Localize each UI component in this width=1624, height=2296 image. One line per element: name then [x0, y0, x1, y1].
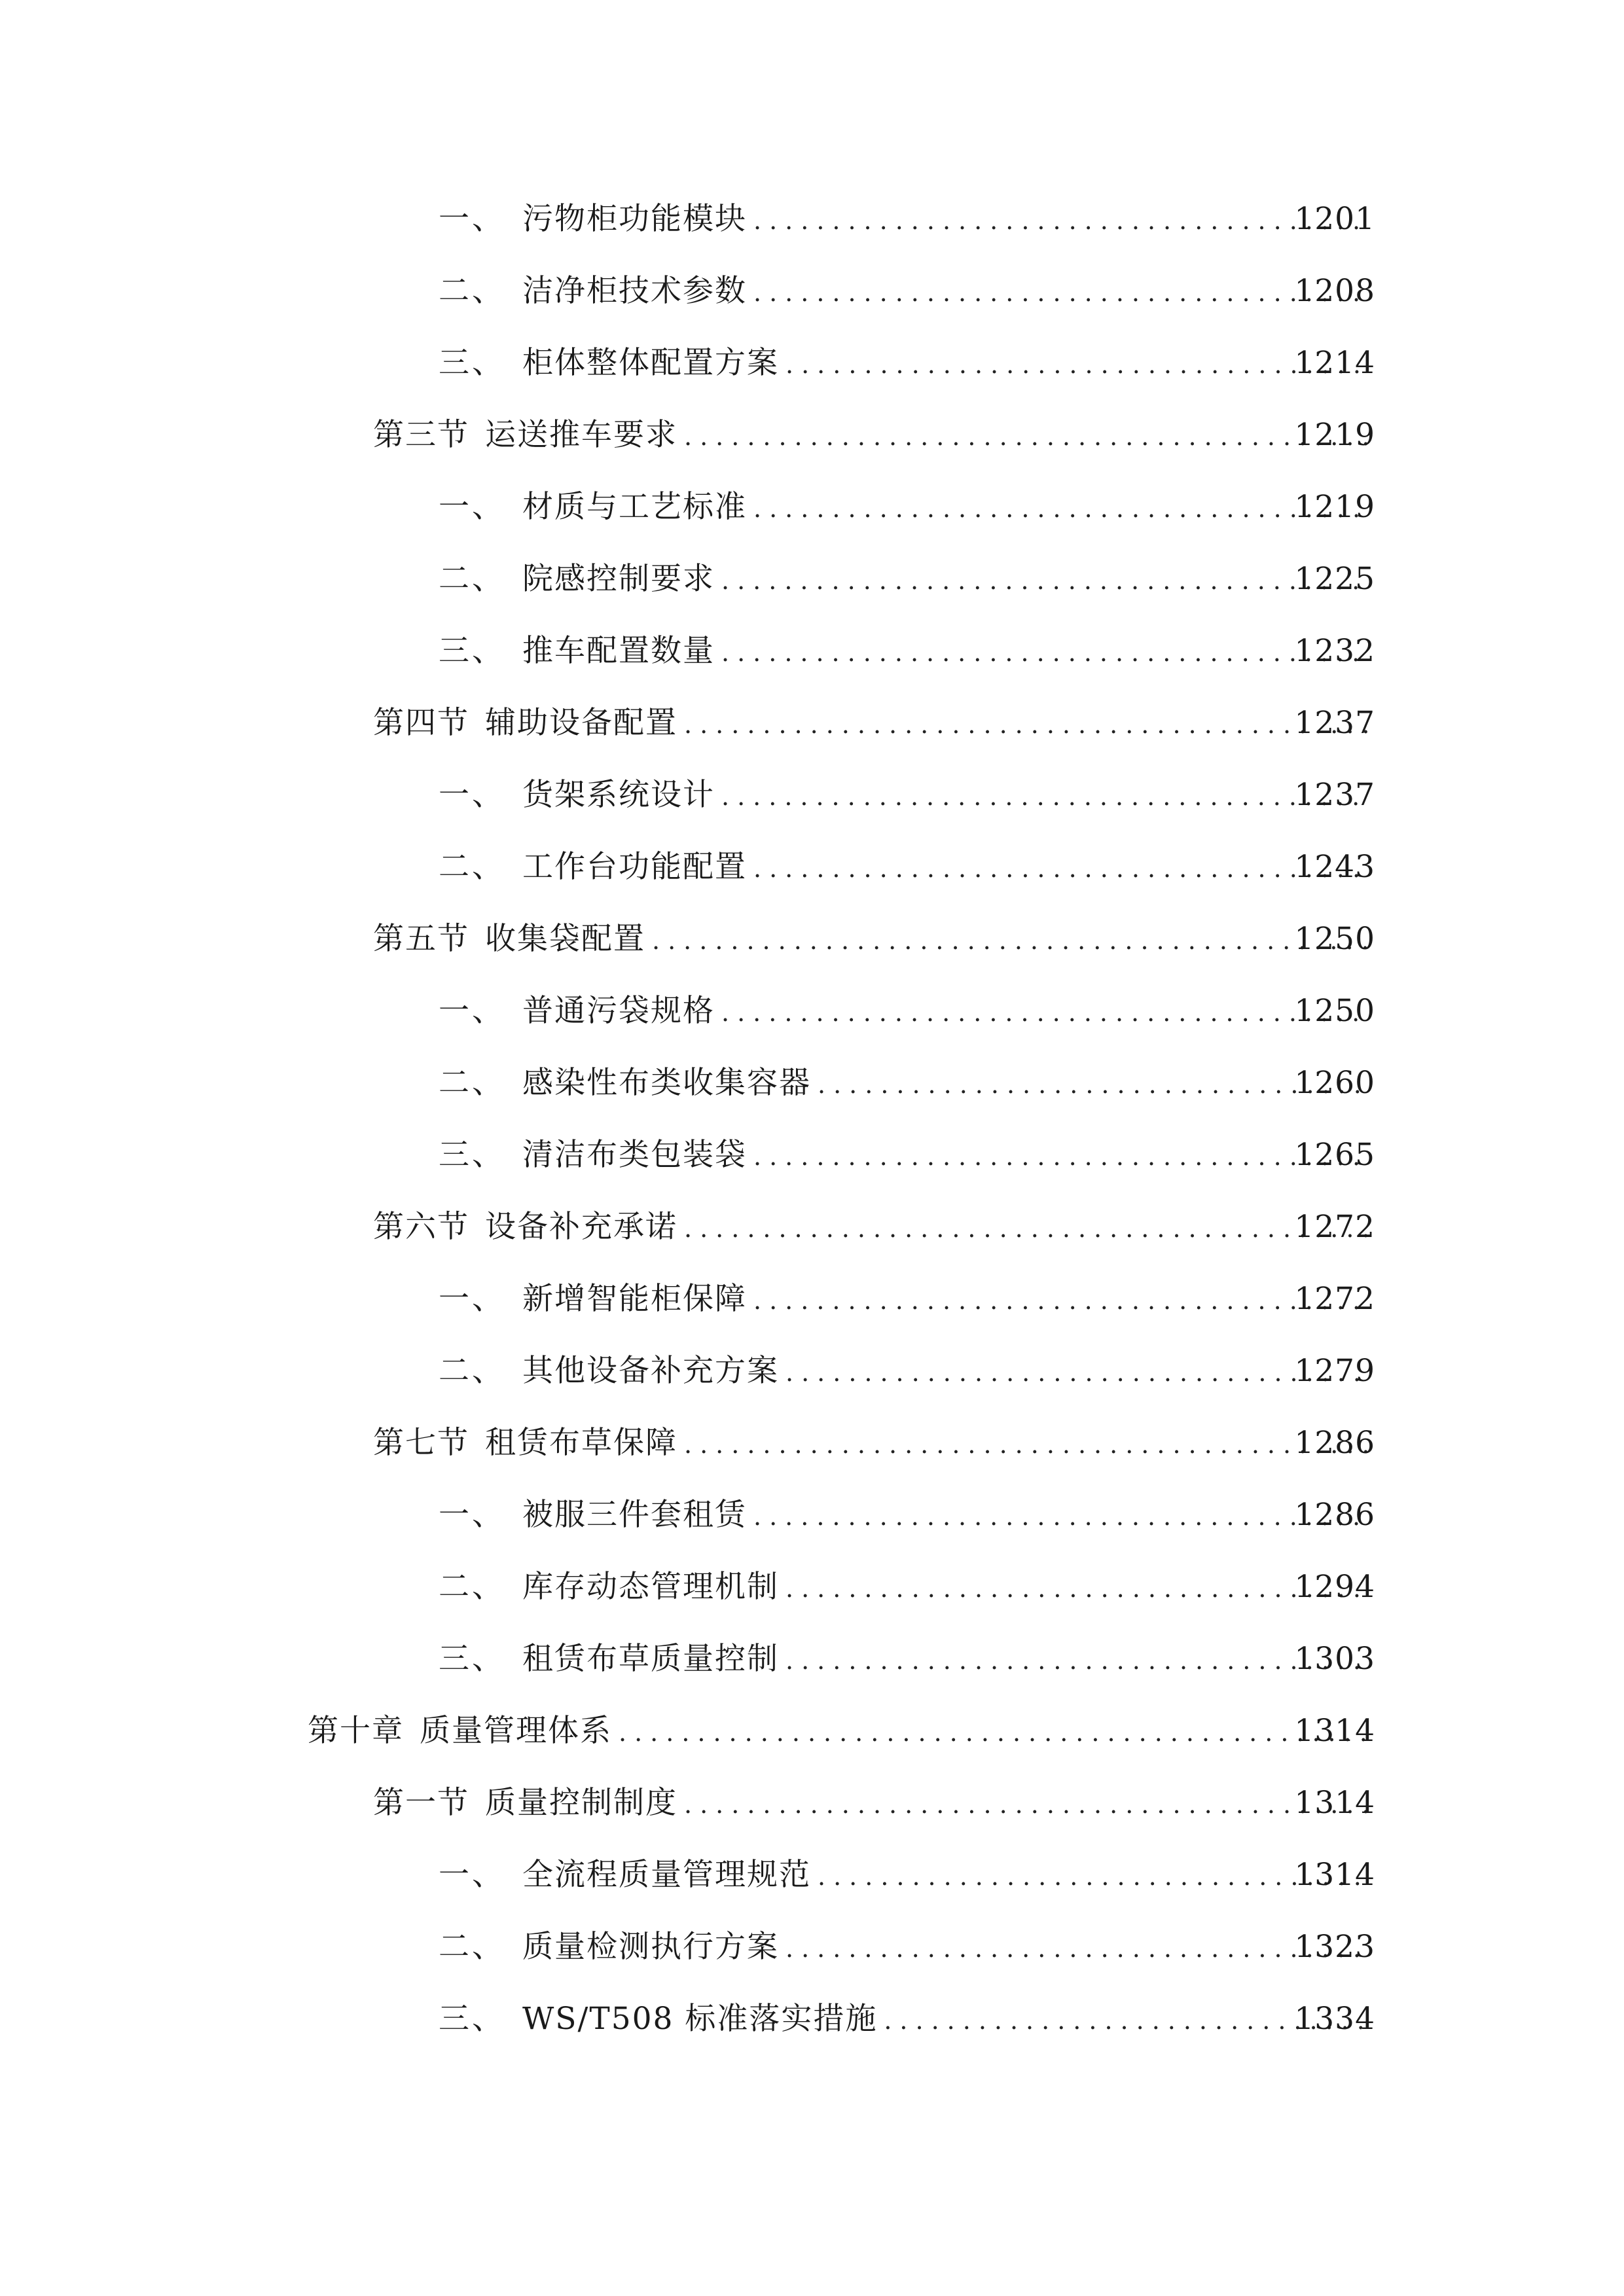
- toc-entry-title: 收集袋配置: [485, 920, 645, 957]
- toc-dot-leader: [753, 1504, 1367, 1529]
- toc-entry-title: 辅助设备配置: [485, 704, 677, 741]
- toc-entry-title: 全流程质量管理规范: [522, 1856, 811, 1893]
- toc-entry-title: 推车配置数量: [522, 632, 715, 669]
- toc-entry-page: 1286: [1294, 1424, 1375, 1461]
- toc-entry[interactable]: [0, 1839, 1624, 1910]
- toc-entry-page: 1250: [1294, 992, 1375, 1029]
- toc-dot-leader: [753, 856, 1367, 881]
- toc-entry-title: 其他设备补充方案: [522, 1352, 779, 1389]
- toc-entry-page: 1279: [1294, 1352, 1375, 1389]
- toc-dot-leader: [721, 568, 1367, 593]
- toc-dot-leader: [684, 1432, 1367, 1457]
- toc-entry[interactable]: [0, 1982, 1624, 2054]
- toc-entry[interactable]: [0, 471, 1624, 543]
- toc-entry[interactable]: [0, 543, 1624, 615]
- toc-entry[interactable]: [0, 1479, 1624, 1551]
- toc-entry-number: 二、: [439, 848, 505, 885]
- toc-entry-page: 1314: [1294, 1856, 1375, 1893]
- toc-entry-title: 工作台功能配置: [522, 848, 747, 885]
- toc-entry-number: 三、: [439, 2000, 505, 2037]
- toc-entry-number: 第五节: [373, 920, 469, 957]
- toc-entry-number: 三、: [439, 632, 505, 669]
- toc-entry-page: 1214: [1294, 344, 1375, 381]
- toc-dot-leader: [684, 1792, 1367, 1817]
- toc-entry-title: 柜体整体配置方案: [522, 344, 779, 381]
- toc-entry-page: 1232: [1294, 632, 1375, 669]
- toc-entry-title: 被服三件套租赁: [522, 1496, 747, 1533]
- toc-dot-leader: [721, 784, 1367, 809]
- toc-entry-number: 一、: [439, 776, 505, 813]
- toc-entry[interactable]: [0, 687, 1624, 759]
- toc-dot-leader: [753, 496, 1367, 521]
- toc-entry[interactable]: [0, 975, 1624, 1047]
- toc-entry-number: 第七节: [373, 1424, 469, 1461]
- toc-entry-number: 第十章: [308, 1712, 404, 1749]
- toc-entry-number: 第四节: [373, 704, 469, 741]
- toc-entry-page: 1208: [1294, 272, 1375, 309]
- toc-entry-page: 1219: [1294, 488, 1375, 525]
- toc-entry-title: 库存动态管理机制: [522, 1568, 779, 1605]
- toc-entry-title: 洁净柜技术参数: [522, 272, 747, 309]
- toc-entry-title: 清洁布类包装袋: [522, 1136, 747, 1173]
- toc-entry[interactable]: [0, 1407, 1624, 1479]
- toc-entry[interactable]: [0, 831, 1624, 903]
- toc-entry-title: WS/T508 标准落实措施: [522, 2000, 878, 2037]
- toc-entry-number: 二、: [439, 272, 505, 309]
- toc-entry-page: 1201: [1294, 200, 1375, 237]
- toc-entry-number: 三、: [439, 1136, 505, 1173]
- toc-entry-page: 1225: [1294, 560, 1375, 597]
- toc-entry-title: 租赁布草质量控制: [522, 1640, 779, 1677]
- toc-entry[interactable]: [0, 1191, 1624, 1263]
- toc-entry[interactable]: [0, 255, 1624, 327]
- toc-entry-number: 一、: [439, 1856, 505, 1893]
- toc-dot-leader: [619, 1720, 1367, 1745]
- toc-entry-page: 1294: [1294, 1568, 1375, 1605]
- toc-entry-title: 质量管理体系: [420, 1712, 612, 1749]
- toc-entry-number: 第六节: [373, 1208, 469, 1245]
- toc-entry-page: 1314: [1294, 1712, 1375, 1749]
- toc-entry-page: 1303: [1294, 1640, 1375, 1677]
- toc-entry[interactable]: [0, 327, 1624, 399]
- toc-entry-page: 1260: [1294, 1064, 1375, 1101]
- toc-entry-page: 1272: [1294, 1208, 1375, 1245]
- toc-entry-page: 1323: [1294, 1928, 1375, 1965]
- toc-dot-leader: [721, 1000, 1367, 1025]
- toc-entry[interactable]: [0, 1910, 1624, 1982]
- toc-entry[interactable]: [0, 399, 1624, 471]
- toc-dot-leader: [753, 208, 1367, 233]
- toc-entry-number: 第三节: [373, 416, 469, 453]
- toc-entry-page: 1237: [1294, 704, 1375, 741]
- toc-entry[interactable]: [0, 1551, 1624, 1623]
- toc-dot-leader: [684, 712, 1367, 737]
- toc-entry[interactable]: [0, 1767, 1624, 1839]
- toc-dot-leader: [753, 1288, 1367, 1313]
- toc-entry-number: 二、: [439, 560, 505, 597]
- toc-entry[interactable]: [0, 1047, 1624, 1119]
- toc-dot-leader: [721, 640, 1367, 665]
- toc-entry-page: 1237: [1294, 776, 1375, 813]
- toc-entry-page: 1219: [1294, 416, 1375, 453]
- toc-entry-page: 1265: [1294, 1136, 1375, 1173]
- toc-entry-title: 租赁布草保障: [485, 1424, 677, 1461]
- toc-entry-number: 二、: [439, 1928, 505, 1965]
- toc-entry-title: 质量控制制度: [485, 1784, 677, 1821]
- toc-entry-number: 一、: [439, 1496, 505, 1533]
- toc-entry[interactable]: [0, 1263, 1624, 1335]
- toc-entry[interactable]: [0, 615, 1624, 687]
- toc-entry-number: 二、: [439, 1352, 505, 1389]
- toc-entry[interactable]: [0, 903, 1624, 975]
- toc-entry[interactable]: [0, 1623, 1624, 1695]
- toc-entry-title: 感染性布类收集容器: [522, 1064, 811, 1101]
- toc-entry[interactable]: [0, 1335, 1624, 1407]
- toc-entry[interactable]: [0, 759, 1624, 831]
- toc-entry-title: 设备补充承诺: [485, 1208, 677, 1245]
- toc-entry-title: 新增智能柜保障: [522, 1280, 747, 1317]
- toc-entry[interactable]: [0, 1119, 1624, 1191]
- toc-entry-number: 三、: [439, 344, 505, 381]
- toc-entry-title: 运送推车要求: [485, 416, 677, 453]
- toc-entry-number: 二、: [439, 1064, 505, 1101]
- toc-dot-leader: [753, 280, 1367, 305]
- toc-entry-page: 1286: [1294, 1496, 1375, 1533]
- toc-entry[interactable]: [0, 1695, 1624, 1767]
- toc-entry-title: 院感控制要求: [522, 560, 715, 597]
- toc-entry-title: 普通污袋规格: [522, 992, 715, 1029]
- toc-entry-page: 1314: [1294, 1784, 1375, 1821]
- toc-entry-page: 1243: [1294, 848, 1375, 885]
- toc-entry-page: 1250: [1294, 920, 1375, 957]
- toc-dot-leader: [684, 1216, 1367, 1241]
- toc-entry-number: 一、: [439, 488, 505, 525]
- toc-entry-title: 质量检测执行方案: [522, 1928, 779, 1965]
- toc-dot-leader: [652, 928, 1367, 953]
- toc-entry-title: 材质与工艺标准: [522, 488, 747, 525]
- toc-entry-number: 二、: [439, 1568, 505, 1605]
- toc-entry-number: 第一节: [373, 1784, 469, 1821]
- toc-entry-title: 货架系统设计: [522, 776, 715, 813]
- toc-entry-number: 一、: [439, 1280, 505, 1317]
- toc-entry-title: 污物柜功能模块: [522, 200, 747, 237]
- toc-entry[interactable]: [0, 183, 1624, 255]
- toc-entry-page: 1272: [1294, 1280, 1375, 1317]
- toc-entry-number: 一、: [439, 992, 505, 1029]
- toc-entry-number: 三、: [439, 1640, 505, 1677]
- toc-dot-leader: [684, 424, 1367, 449]
- toc-entry-page: 1334: [1294, 2000, 1375, 2037]
- toc-dot-leader: [753, 1144, 1367, 1169]
- toc-entry-number: 一、: [439, 200, 505, 237]
